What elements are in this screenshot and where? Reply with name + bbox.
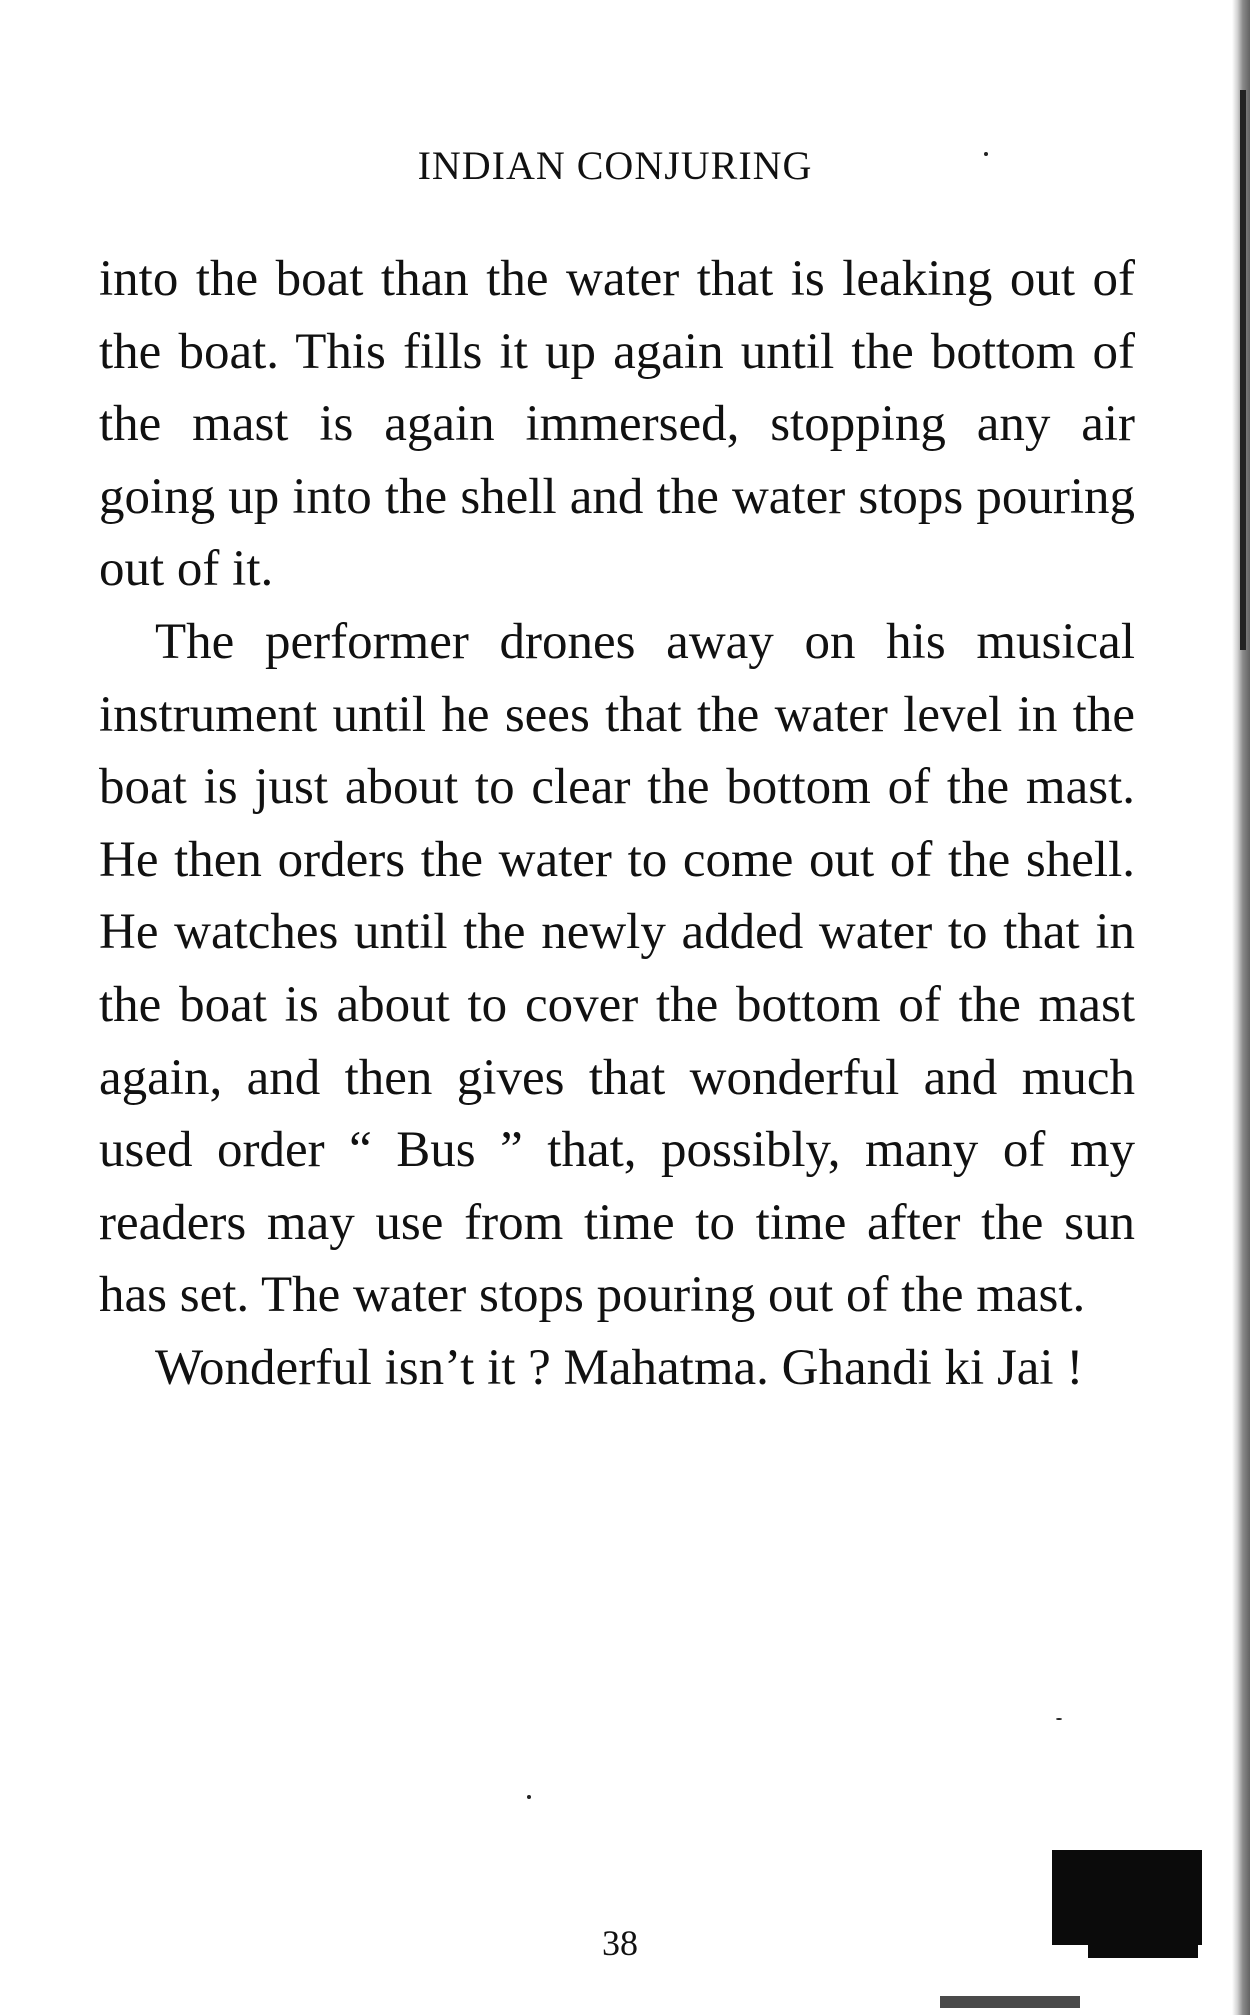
running-head-title: INDIAN CONJURING: [417, 143, 813, 188]
scan-ink-blot: [1052, 1850, 1202, 1945]
scan-speck: [984, 152, 988, 156]
scan-ink-blot-lower: [1088, 1940, 1198, 1958]
paragraph-2: The performer drones away on his musical instrument until he sees that the water level in the boat is just about to clear the bottom of the mast. He then orders the water to come out of the shell. He watches until the newly added water to that in the boat is about to cover the bottom of the mast again, and then gives that wonderful and much used order “ Bus ” that, possibly, many of my readers may use from time to time after the sun has set. The water stops pouring out of the mast.: [99, 613, 1135, 1324]
scan-speck: [527, 1795, 531, 1799]
body-text: [99, 243, 1135, 1405]
paragraph-1: into the boat than the water that is leaking out of the boat. This fills it up again until the bottom of the mast is again immersed, stopping any air going up into the shell and the water stops pouring out of it.: [99, 251, 1135, 598]
scan-bottom-mark: [940, 1996, 1080, 2008]
page-number: 38: [602, 1923, 638, 1963]
scan-edge-mark: [1240, 90, 1246, 650]
scan-speck: [1056, 1718, 1062, 1720]
paragraph-3: Wonderful isn’t it ? Mahatma. Ghandi ki Jai !: [155, 1339, 1084, 1396]
